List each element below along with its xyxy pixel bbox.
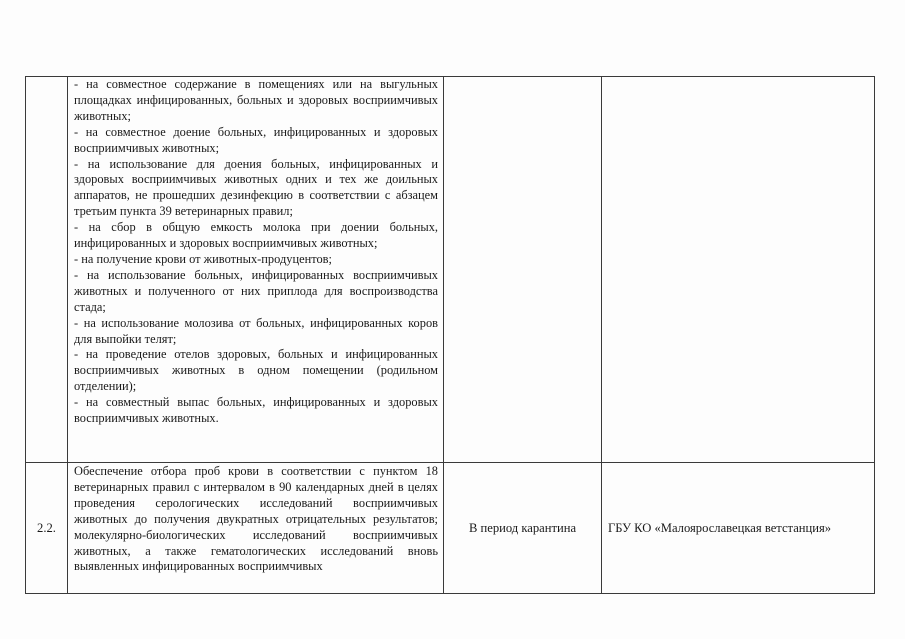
list-item: - на совместное содержание в помещениях или на выгульных площадках инфицированных, больных и здоровых восприимчивых животных; — [74, 77, 438, 123]
measure-text-cell — [68, 463, 444, 594]
list-item: - на совместный выпас больных, инфицированных и здоровых восприимчивых животных. — [74, 395, 438, 426]
list-item: - на использование больных, инфицированных восприимчивых животных и полученного от них приплода для воспроизводства стада; — [74, 267, 438, 314]
list-item: - на получение крови от животных-продуцентов; — [74, 251, 332, 266]
restrictions-list — [68, 77, 443, 427]
row-number-cell: 2.2. — [26, 463, 68, 594]
measure-text-cell — [68, 77, 444, 463]
list-item: - на сбор в общую емкость молока при доении больных, инфицированных и здоровых восприимчивых животных; — [74, 220, 438, 251]
list-item: - на проведение отелов здоровых, больных и инфицированных восприимчивых животных в одном помещении (родильном отделении); — [74, 347, 438, 394]
responsible-cell — [602, 77, 875, 463]
responsible-cell: ГБУ КО «Малоярославецкая ветстанция» — [602, 463, 875, 594]
period-cell: В период карантина — [444, 463, 602, 594]
list-item: - на использование для доения больных, инфицированных и здоровых восприимчивых животных одних и тех же доильных аппаратов, не прошедших дезинфекцию в соответствии с абзацем третьим пункта 39 ветеринарных правил; — [74, 156, 438, 219]
list-item: - на использование молозива от больных, инфицированных коров для выпойки телят; — [74, 315, 438, 346]
table-row — [26, 77, 875, 463]
measures-table — [25, 76, 875, 594]
row-number-cell — [26, 77, 68, 463]
list-item: - на совместное доение больных, инфицированных и здоровых восприимчивых животных; — [74, 124, 438, 155]
measure-text: Обеспечение отбора проб крови в соответствии с пунктом 18 ветеринарных правил с интервалом в 90 календарных дней в целях проведения серологических исследований восприимчивых животных до получения двукратных отрицательных результатов; молекулярно-биологических исследований восприимчивых животных, а также гематологических исследований вновь выявленных инфицированных восприимчивых — [74, 464, 438, 574]
table-row — [26, 463, 875, 594]
period-cell — [444, 77, 602, 463]
